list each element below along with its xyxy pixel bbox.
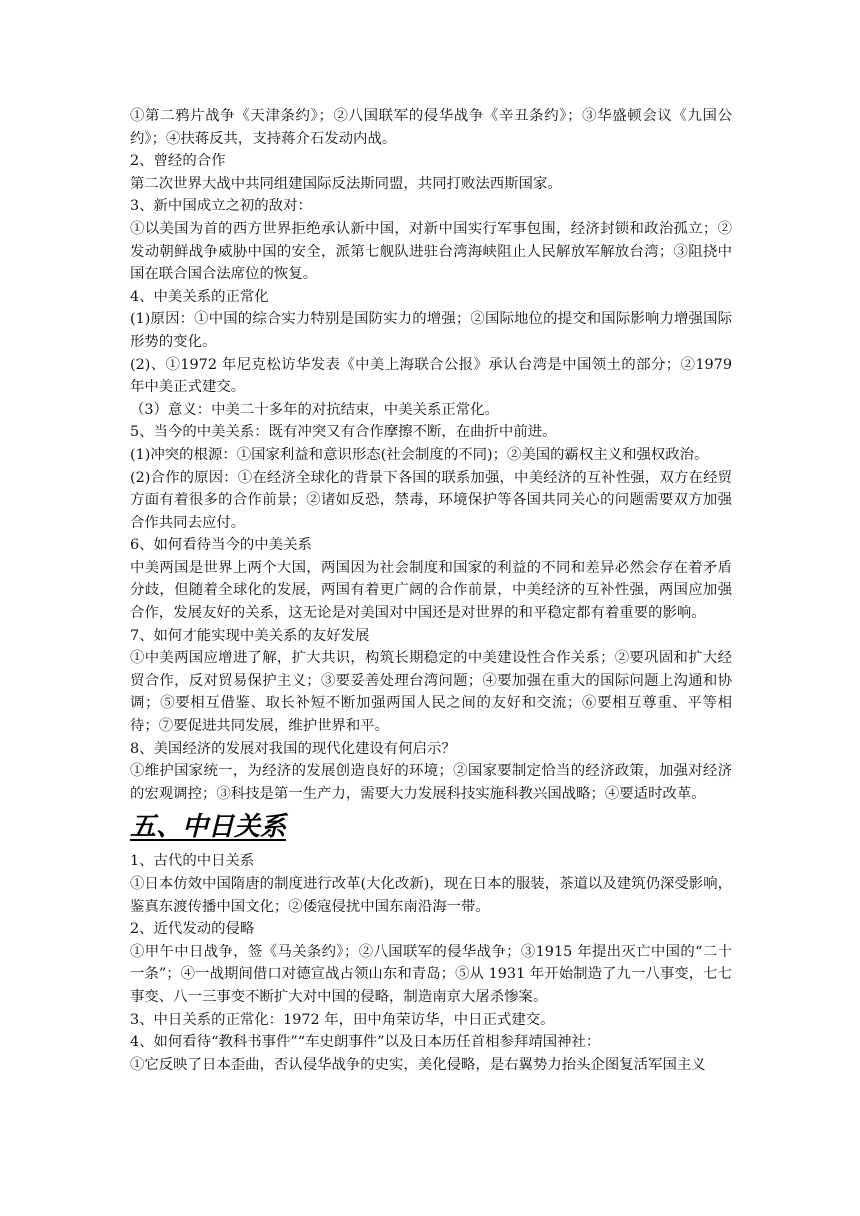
heading: 7、如何才能实现中美关系的友好发展 [130,627,370,644]
heading: 3、新中国成立之初的敌对： [130,198,312,215]
heading: 4、如何看待“教科书事件”“车史朗事件”以及日本历任首相参拜靖国神社： [130,1034,601,1051]
heading: 2、曾经的合作 [130,153,226,170]
heading: 8、美国经济的发展对我国的现代化建设有何启示？ [130,740,456,757]
section-title: 五、中日关系 [130,812,287,843]
document-body [130,105,732,1076]
paragraph: 第二次世界大战中共同组建国际反法斯同盟，共同打败法西斯国家。 [130,175,562,192]
paragraph: (1)冲突的根源：①国家利益和意识形态(社会制度的不同)；②美国的霸权主义和强权政治。 [130,446,709,463]
paragraph: ①维护国家统一，为经济的发展创造良好的环境；②国家要制定恰当的经济政策，加强对经济的宏观调控；③科技是第一生产力，需要大力发展科技实施科教兴国战略；④要适时改革。 [130,763,732,802]
heading: 6、如何看待当今的中美关系 [130,537,312,554]
paragraph: (1)原因：①中国的综合实力特别是国防实力的增强；②国际地位的提交和国际影响力增强国际形势的变化。 [130,311,732,350]
paragraph: ①甲午中日战争，签《马关条约》；②八国联军的侵华战争；③1915 年提出灭亡中国的“二十一条”；④一战期间借口对德宣战占领山东和青岛；⑤从 1931 年开始制造了九一八事变，七七事变、八一三事变不断扩大对中国的侵略，制造南京大屠杀惨案。 [130,943,732,1005]
paragraph: ①它反映了日本歪曲，否认侵华战争的史实，美化侵略，是右翼势力抬头企图复活军国主义 [130,1056,706,1073]
paragraph: 中美两国是世界上两个大国，两国因为社会制度和国家的利益的不同和差异必然会存在着矛盾分歧，但随着全球化的发展，两国有着更广阔的合作前景，中美经济的互补性强，两国应加强合作，发展友好的关系，这无论是对美国对中国还是对世界的和平稳定都有着重要的影响。 [130,559,732,622]
heading: 4、中美关系的正常化 [130,288,269,305]
paragraph: (2)、①1972 年尼克松访华发表《中美上海联合公报》承认台湾是中国领土的部分；②1979 年中美正式建交。 [130,356,732,396]
paragraph: ①日本仿效中国隋唐的制度进行改革(大化改新)，现在日本的服装，茶道以及建筑仍深受影响，鉴真东渡传播中国文化；②倭寇侵扰中国东南沿海一带。 [130,876,732,915]
paragraph: ①以美国为首的西方世界拒绝承认新中国，对新中国实行军事包围，经济封锁和政治孤立；②发动朝鲜战争威胁中国的安全，派第七舰队进驻台湾海峡阻止人民解放军解放台湾；③阻挠中国在联合国合法席位的恢复。 [130,220,732,283]
heading: 1、古代的中日关系 [130,853,255,870]
paragraph: （3）意义：中美二十多年的对抗结束，中美关系正常化。 [130,401,499,418]
paragraph: ①中美两国应增进了解，扩大共识，构筑长期稳定的中美建设性合作关系；②要巩固和扩大经贸合作，反对贸易保护主义；③要妥善处理台湾问题；④要加强在重大的国际问题上沟通和协调；⑤要相互借鉴、取长补短不断加强两国人民之间的友好和交流；⑥要相互尊重、平等相待；⑦要促进共同发展，维护世界和平。 [130,650,732,735]
paragraph: 3、中日关系的正常化：1972 年，田中角荣访华，中日正式建交。 [130,1011,555,1028]
heading: 5、当今的中美关系：既有冲突又有合作摩擦不断，在曲折中前进。 [130,424,557,441]
paragraph: ①第二鸦片战争《天津条约》；②八国联军的侵华战争《辛丑条约》；③华盛顿会议《九国公约》；④扶蒋反共，支持蒋介石发动内战。 [130,108,732,147]
heading: 2、近代发动的侵略 [130,921,255,938]
paragraph: (2)合作的原因：①在经济全球化的背景下各国的联系加强，中美经济的互补性强，双方在经贸方面有着很多的合作前景；②诸如反恐，禁毒，环境保护等各国共同关心的问题需要双方加强合作共同去应付。 [130,469,732,531]
